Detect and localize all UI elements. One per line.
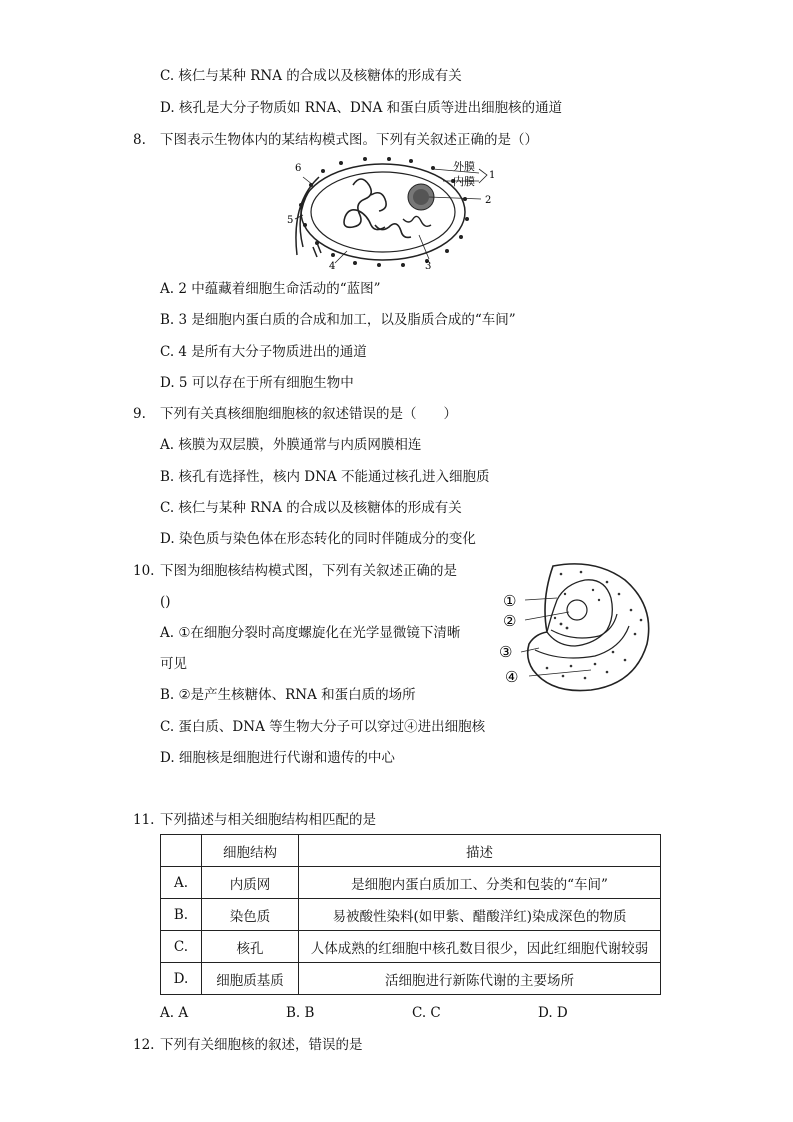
q12-stem: 下列有关细胞核的叙述，错误的是 xyxy=(160,1037,363,1053)
q9-option-c: C. 核仁与某种 RNA 的合成以及核糖体的形成有关 xyxy=(160,500,462,516)
table-cell: A. xyxy=(161,867,202,899)
q10-nucleus-figure xyxy=(495,560,660,695)
q10-option-a-cont: 可见 xyxy=(160,656,187,672)
q10-label-4: ④ xyxy=(505,668,519,686)
q8-label-4: 4 xyxy=(329,261,336,272)
table-cell: 染色质 xyxy=(202,899,299,931)
table-cell: 人体成熟的红细胞中核孔数目很少，因此红细胞代谢较弱 xyxy=(299,931,661,963)
q11-answer-c: C. C xyxy=(412,1005,441,1021)
q10-option-d: D. 细胞核是细胞进行代谢和遗传的中心 xyxy=(160,750,395,766)
table-cell: 细胞质基质 xyxy=(202,963,299,995)
q11-stem: 下列描述与相关细胞结构相匹配的是 xyxy=(160,812,376,828)
table-header-cell: 细胞结构 xyxy=(202,835,299,867)
q8-label-6: 6 xyxy=(295,163,302,174)
q9-option-d: D. 染色质与染色体在形态转化的同时伴随成分的变化 xyxy=(160,531,476,547)
q8-number: 8. xyxy=(133,132,146,148)
q11-answer-b: B. B xyxy=(286,1005,315,1021)
q9-option-b: B. 核孔有选择性，核内 DNA 不能通过核孔进入细胞质 xyxy=(160,469,490,485)
q11-number: 11. xyxy=(133,812,155,828)
q7-option-d: D. 核孔是大分子物质如 RNA、DNA 和蛋白质等进出细胞核的通道 xyxy=(160,100,563,116)
q10-option-b: B. ②是产生核糖体、RNA 和蛋白质的场所 xyxy=(160,687,416,703)
q8-label-2: 2 xyxy=(485,195,492,206)
q10-label-3: ③ xyxy=(499,643,513,661)
table-cell: 易被酸性染料(如甲紫、醋酸洋红)染成深色的物质 xyxy=(299,899,661,931)
q10-option-c: C. 蛋白质、DNA 等生物大分子可以穿过④进出细胞核 xyxy=(160,719,486,735)
q10-label-2: ② xyxy=(503,612,517,630)
table-row xyxy=(161,899,661,931)
table-cell: 核孔 xyxy=(202,931,299,963)
q11-answer-a: A. A xyxy=(160,1005,189,1021)
q10-label-1: ① xyxy=(503,592,517,610)
q9-option-a: A. 核膜为双层膜，外膜通常与内质网膜相连 xyxy=(160,437,422,453)
q7-option-c: C. 核仁与某种 RNA 的合成以及核糖体的形成有关 xyxy=(160,68,462,84)
q11-table xyxy=(160,834,661,995)
q8-stem: 下图表示生物体内的某结构模式图。下列有关叙述正确的是（） xyxy=(160,132,538,148)
q9-number: 9. xyxy=(133,406,146,422)
q8-option-a: A. 2 中蕴藏着细胞生命活动的“蓝图” xyxy=(160,281,381,297)
table-cell: C. xyxy=(161,931,202,963)
table-row xyxy=(161,867,661,899)
q10-stem: 下图为细胞核结构模式图，下列有关叙述正确的是 xyxy=(160,563,457,579)
table-cell: 活细胞进行新陈代谢的主要场所 xyxy=(299,963,661,995)
table-header-row xyxy=(161,835,661,867)
q8-option-d: D. 5 可以存在于所有细胞生物中 xyxy=(160,375,354,391)
q8-label-outer-membrane: 外膜 xyxy=(453,160,475,173)
q9-stem: 下列有关真核细胞细胞核的叙述错误的是（ ） xyxy=(160,406,457,422)
table-cell: 内质网 xyxy=(202,867,299,899)
q8-option-c: C. 4 是所有大分子物质进出的通道 xyxy=(160,344,367,360)
q10-option-a: A. ①在细胞分裂时高度螺旋化在光学显微镜下清晰 xyxy=(160,625,461,641)
table-cell: B. xyxy=(161,899,202,931)
table-row xyxy=(161,963,661,995)
q12-number: 12. xyxy=(133,1037,155,1053)
table-header-cell: 描述 xyxy=(299,835,661,867)
q11-answer-d: D. D xyxy=(538,1005,568,1021)
q8-option-b: B. 3 是细胞内蛋白质的合成和加工，以及脂质合成的“车间” xyxy=(160,312,516,328)
q10-number: 10. xyxy=(133,563,155,579)
table-cell: 是细胞内蛋白质加工、分类和包装的“车间” xyxy=(299,867,661,899)
q8-label-1: 1 xyxy=(489,170,496,181)
table-header-cell xyxy=(161,835,202,867)
q8-label-5: 5 xyxy=(287,215,294,226)
q8-label-3: 3 xyxy=(425,261,432,272)
table-cell: D. xyxy=(161,963,202,995)
q10-stem-paren: () xyxy=(160,594,171,610)
table-row xyxy=(161,931,661,963)
q8-nucleus-figure xyxy=(283,155,513,275)
q8-label-inner-membrane: 内膜 xyxy=(453,175,475,188)
